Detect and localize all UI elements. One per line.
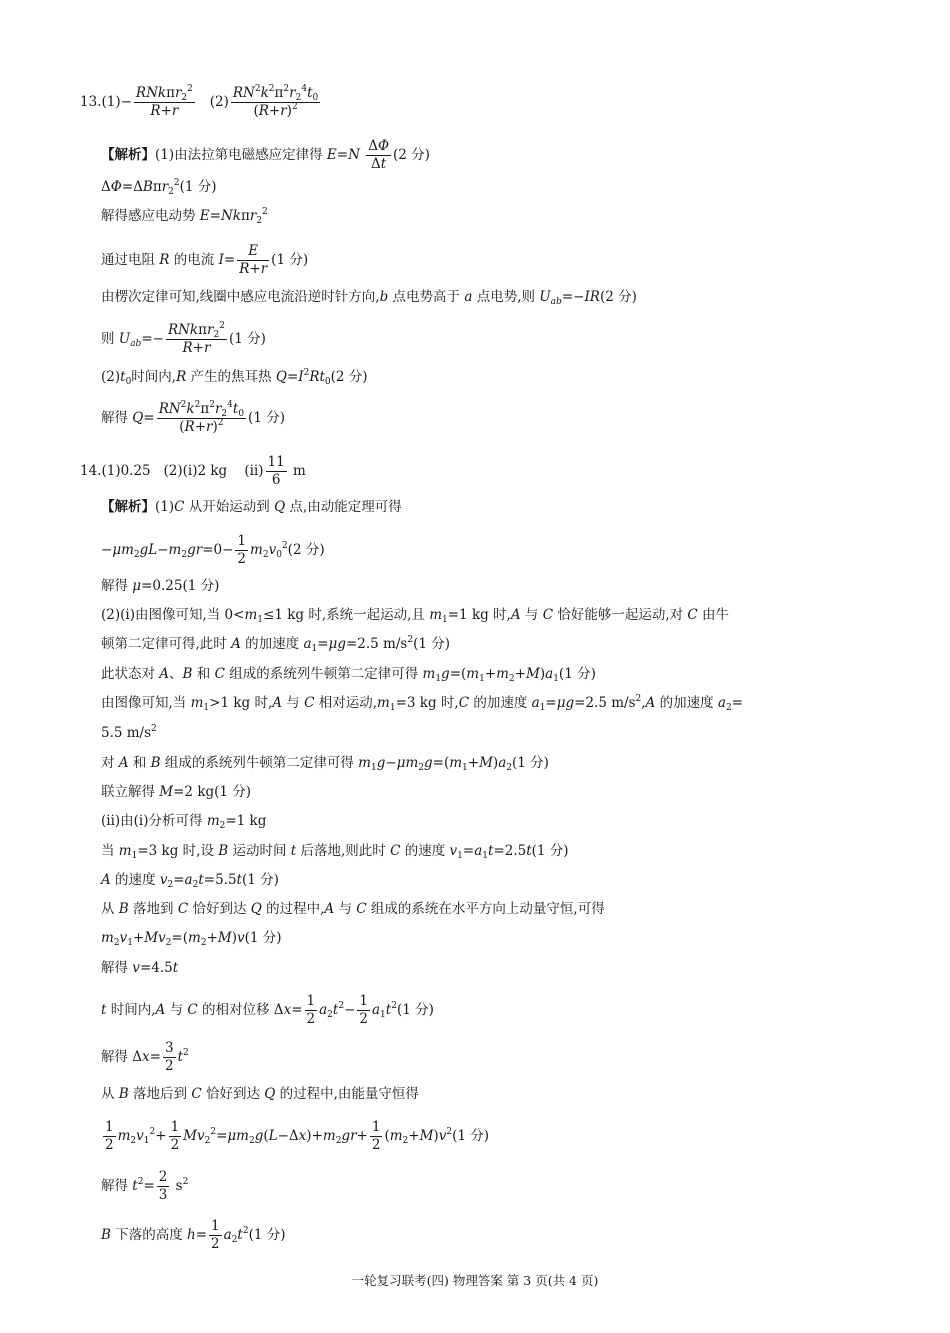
q13-line-3: 解得感应电动势 E=Nkπr$_2^2$ [101,207,268,226]
q14-line-22: B 下落的高度 h= $\frac{1}{2}$ $a_2t^2(1$ 分) [101,1218,286,1252]
q14-line-3: 解得 μ=0.25(1 分) [101,578,220,594]
q14-line-16: 解得 v=4.5t [101,960,179,976]
q14-line-8: 5.5 $m/s^2$ [101,724,157,741]
q14-line-20: $\frac{1}{2}$ $m_2v_1^2+$ $\frac{1}{2}$ $Mv_2^2=\mu m_2g(L-\Delta x)+m_2gr+$ $\frac{1}{2}$ $(m_2+M)v^2(1$ 分) [105,1119,489,1153]
q14-line-11: (ⅱ)由(ⅰ)分析可得 $m_2=1$ kg [101,813,267,831]
q14-line-14: 从 B 落地到 C 恰好到达 Q 的过程中,A 与 C 组成的系统在水平方向上动量守恒,可得 [101,901,605,917]
q13-line-6: 则 $U_{ab}=-$ RNkπr$_2^2$ R+r (1 分) [101,321,266,356]
q13-analysis-1: 【解析】(1)由法拉第电磁感应定律得 E=N $\frac{\Delta\Phi}{\Delta t}$ (2 分) [101,138,430,172]
q14-line-15: $m_2v_1+Mv_2=(m_2+M)v(1$ 分) [101,930,282,948]
q14-line-9: 对 A 和 B 组成的系统列牛顿第二定律可得 $m_1g-\mu m_2g=(m_1+M)a_2(1$ 分) [101,755,549,773]
q13-line-5: 由楞次定律可知,线圈中感应电流沿逆时针方向,b 点电势高于 a 点电势,则 $U_{ab}=-IR(2$ 分) [101,289,637,307]
q14-answer: 14.(1)0.25 (2)(ⅰ)2 kg (ⅱ) $\frac{11}{6}$ m [80,454,306,488]
q14-line-10: 联立解得 M=2 kg(1 分) [101,784,252,800]
q13-line-4: 通过电阻 R 的电流 I= $\frac{E}{R+r}$ (1 分) [101,243,309,277]
q13-line-7: $(2)t_0$时间内,R 产生的焦耳热 $Q=I^2Rt_0(2$ 分) [101,368,368,387]
q14-line-21: 解得 $t^2=$ $\frac{2}{3}$ $s^2$ [101,1169,189,1203]
q14-line-2: $-\mu m_2gL-m_2gr=0-$ $\frac{1}{2}$ $m_2v_0^2(2$ 分) [101,533,325,567]
q14-line-6: 此状态对 A、B 和 C 组成的系统列牛顿第二定律可得 $m_1g=(m_1+m_2+M)a_1(1$ 分) [101,666,596,684]
q13-answer: 13.(1)− RNkπr$_2^2$ R+r (2) $\frac{RN^2k^2\pi^2r_2^4t_0}{(R+r)^2}$ [80,84,319,119]
q14-line-12: 当 $m_1=3$ kg 时,设 B 运动时间 t 后落地,则此时 C 的速度 $v_1=a_1t=2.5t(1$ 分) [101,843,569,861]
q13-line-8: 解得 Q= $\frac{RN^2k^2\pi^2r_2^4t_0}{(R+r)^2}$ (1 分) [101,400,285,435]
q14-line-5: 顿第二定律可得,此时 A 的加速度 $a_1=\mu g=2.5$ $m/s^2(1$ 分) [101,635,450,654]
q14-line-7: 由图像可知,当 $m_1>1$ kg 时,A 与 C 相对运动$,m_1=3$ kg 时,C 的加速度 $a_1=\mu g=2.5$ $m/s^2,A$ 的加速度 $a_2=$ [101,694,743,713]
q14-line-13: A 的速度 $v_2=a_2t=5.5t(1$ 分) [101,872,279,890]
q14-line-18: 解得 Δx= $\frac{3}{2}$ $t^2$ [101,1040,189,1074]
page-footer: 一轮复习联考(四) 物理答案 第 3 页(共 4 页) [351,1273,599,1288]
q14-analysis-1: 【解析】(1)C 从开始运动到 Q 点,由动能定理可得 [101,499,402,515]
q14-line-19: 从 B 落地后到 C 恰好到达 Q 的过程中,由能量守恒得 [101,1086,419,1102]
q13-line-2: ΔΦ=ΔBπr$_2^2$(1 分) [101,178,217,197]
q14-line-4: (2)(ⅰ)由图像可知,当 $0<m_1\le 1$ kg 时,系统一起运动,且 $m_1=1$ kg 时,A 与 C 恰好能够一起运动,对 C 由牛 [101,607,730,625]
q14-line-17: t 时间内,A 与 C 的相对位移 Δx= $\frac{1}{2}$ $a_2t^2-$ $\frac{1}{2}$ $a_1t^2(1$ 分) [101,993,434,1027]
